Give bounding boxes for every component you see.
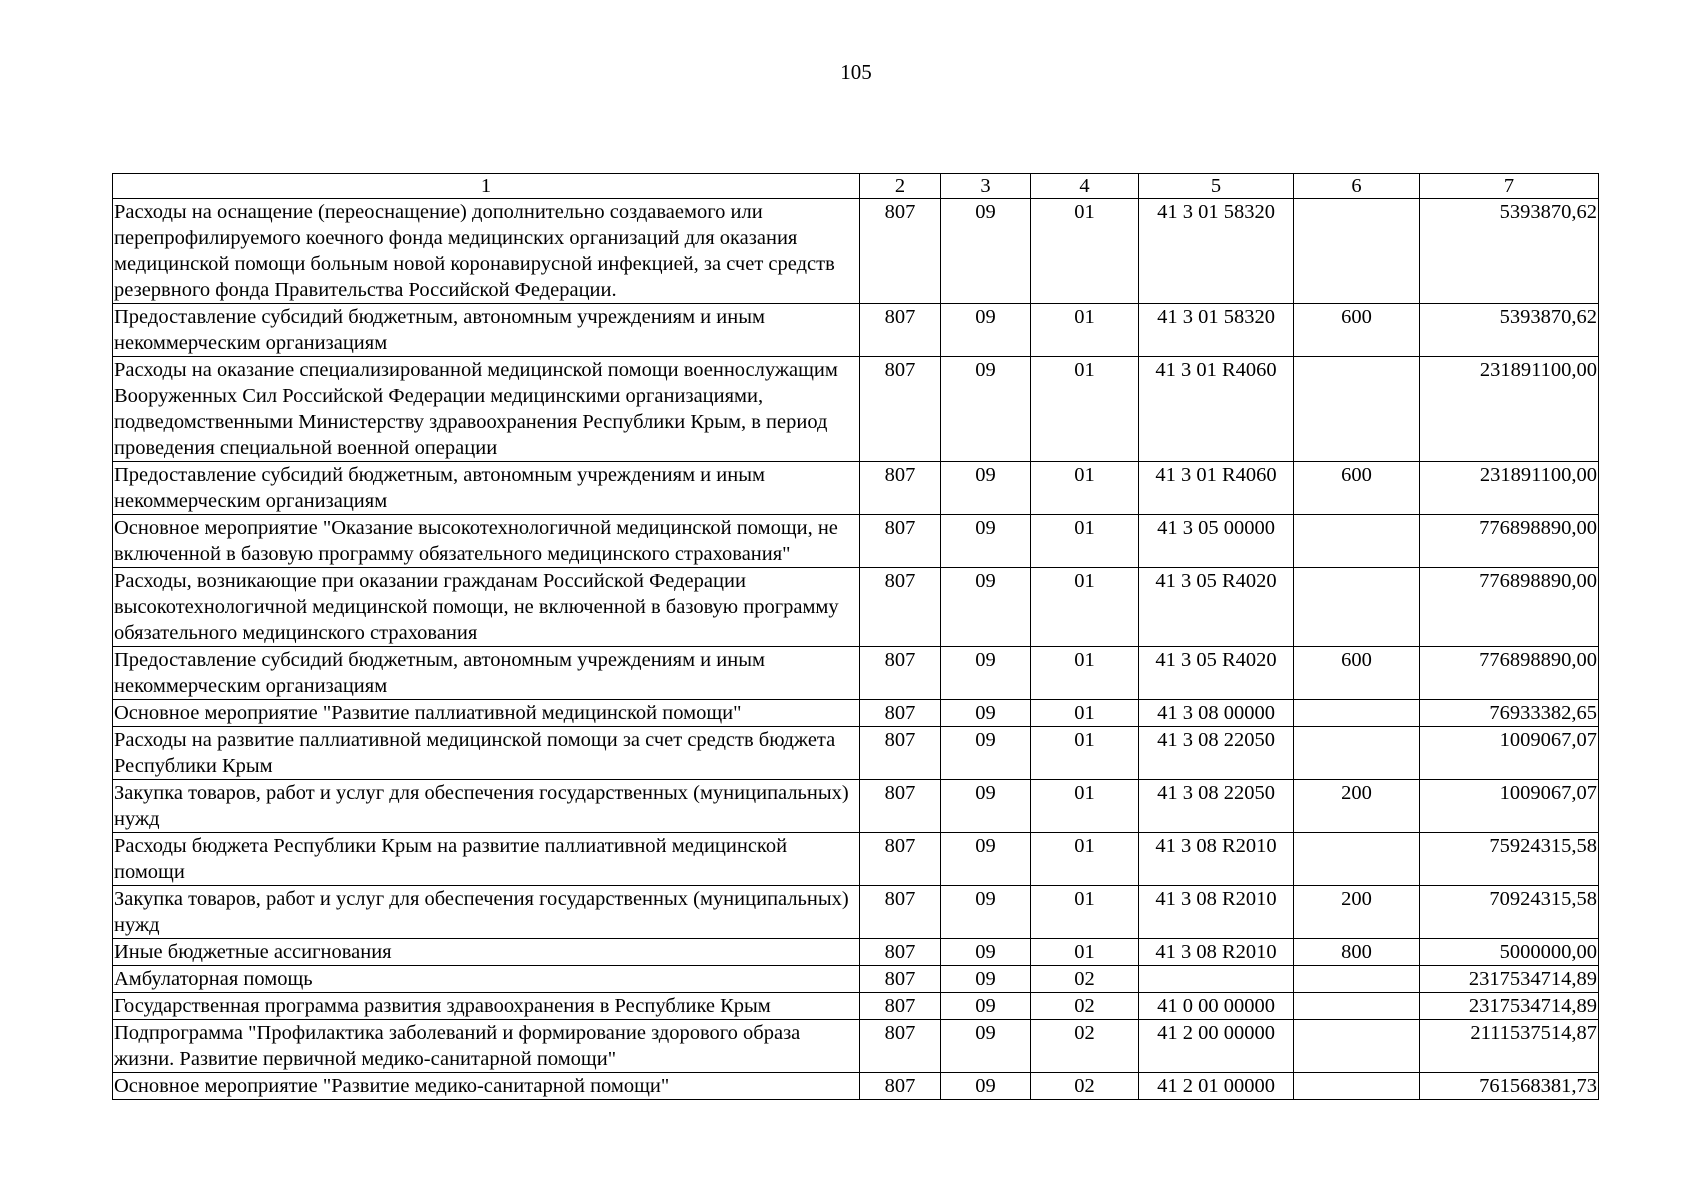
target-article-cell: 41 3 08 R2010 xyxy=(1139,939,1294,966)
ved-code-cell: 807 xyxy=(860,833,941,886)
budget-table xyxy=(112,173,1599,1100)
amount-cell: 2111537514,87 xyxy=(1420,1020,1599,1073)
table-row xyxy=(113,780,1599,833)
section-code-cell: 09 xyxy=(941,1073,1031,1100)
subsection-code-cell: 01 xyxy=(1031,304,1139,357)
ved-code-cell: 807 xyxy=(860,1073,941,1100)
amount-cell: 761568381,73 xyxy=(1420,1073,1599,1100)
target-article-cell: 41 3 01 R4060 xyxy=(1139,357,1294,462)
expense-type-cell: 600 xyxy=(1294,647,1420,700)
ved-code-cell: 807 xyxy=(860,568,941,647)
section-code-cell: 09 xyxy=(941,1020,1031,1073)
target-article-cell: 41 0 00 00000 xyxy=(1139,993,1294,1020)
page-number: 105 xyxy=(840,60,872,84)
section-code-cell: 09 xyxy=(941,700,1031,727)
section-code-cell: 09 xyxy=(941,993,1031,1020)
table-row xyxy=(113,833,1599,886)
target-article-cell: 41 3 05 R4020 xyxy=(1139,568,1294,647)
ved-code-cell: 807 xyxy=(860,304,941,357)
subsection-code-cell: 01 xyxy=(1031,199,1139,304)
expense-type-cell: 800 xyxy=(1294,939,1420,966)
amount-cell: 75924315,58 xyxy=(1420,833,1599,886)
table-row xyxy=(113,199,1599,304)
table-row xyxy=(113,568,1599,647)
expense-type-cell xyxy=(1294,700,1420,727)
section-code-cell: 09 xyxy=(941,966,1031,993)
subsection-code-cell: 01 xyxy=(1031,833,1139,886)
subsection-code-cell: 01 xyxy=(1031,515,1139,568)
section-code-cell: 09 xyxy=(941,515,1031,568)
expense-type-cell xyxy=(1294,833,1420,886)
ved-code-cell: 807 xyxy=(860,357,941,462)
amount-cell: 76933382,65 xyxy=(1420,700,1599,727)
amount-cell: 1009067,07 xyxy=(1420,780,1599,833)
column-header-6: 6 xyxy=(1294,174,1420,199)
expense-type-cell: 200 xyxy=(1294,780,1420,833)
table-row xyxy=(113,1020,1599,1073)
row-name-cell: Расходы бюджета Республики Крым на развитие паллиативной медицинской помощи xyxy=(113,833,860,886)
expense-type-cell: 200 xyxy=(1294,886,1420,939)
expense-type-cell xyxy=(1294,966,1420,993)
table-body xyxy=(113,199,1599,1100)
table-row xyxy=(113,647,1599,700)
amount-cell: 776898890,00 xyxy=(1420,515,1599,568)
table-row xyxy=(113,939,1599,966)
row-name-cell: Закупка товаров, работ и услуг для обеспечения государственных (муниципальных) нужд xyxy=(113,780,860,833)
subsection-code-cell: 01 xyxy=(1031,886,1139,939)
table-row xyxy=(113,1073,1599,1100)
expense-type-cell xyxy=(1294,993,1420,1020)
amount-cell: 70924315,58 xyxy=(1420,886,1599,939)
subsection-code-cell: 02 xyxy=(1031,966,1139,993)
ved-code-cell: 807 xyxy=(860,780,941,833)
ved-code-cell: 807 xyxy=(860,462,941,515)
expense-type-cell xyxy=(1294,515,1420,568)
expense-type-cell xyxy=(1294,568,1420,647)
ved-code-cell: 807 xyxy=(860,515,941,568)
expense-type-cell xyxy=(1294,1073,1420,1100)
row-name-cell: Государственная программа развития здравоохранения в Республике Крым xyxy=(113,993,860,1020)
target-article-cell: 41 3 08 00000 xyxy=(1139,700,1294,727)
subsection-code-cell: 01 xyxy=(1031,780,1139,833)
row-name-cell: Предоставление субсидий бюджетным, автономным учреждениям и иным некоммерческим организациям xyxy=(113,304,860,357)
column-header-4: 4 xyxy=(1031,174,1139,199)
row-name-cell: Амбулаторная помощь xyxy=(113,966,860,993)
section-code-cell: 09 xyxy=(941,939,1031,966)
table-header xyxy=(113,174,1599,199)
column-header-2: 2 xyxy=(860,174,941,199)
section-code-cell: 09 xyxy=(941,647,1031,700)
row-name-cell: Расходы на оснащение (переоснащение) дополнительно создаваемого или перепрофилируемого коечного фонда медицинских организаций для оказания медицинской помощи больным новой коронавирусной инфекцией, за счет средств резервного фонда Правительства Российской Федерации. xyxy=(113,199,860,304)
ved-code-cell: 807 xyxy=(860,199,941,304)
section-code-cell: 09 xyxy=(941,886,1031,939)
subsection-code-cell: 01 xyxy=(1031,357,1139,462)
row-name-cell: Подпрограмма "Профилактика заболеваний и формирование здорового образа жизни. Развитие первичной медико-санитарной помощи" xyxy=(113,1020,860,1073)
ved-code-cell: 807 xyxy=(860,727,941,780)
table-row xyxy=(113,515,1599,568)
section-code-cell: 09 xyxy=(941,304,1031,357)
amount-cell: 5393870,62 xyxy=(1420,304,1599,357)
column-header-5: 5 xyxy=(1139,174,1294,199)
section-code-cell: 09 xyxy=(941,780,1031,833)
amount-cell: 776898890,00 xyxy=(1420,647,1599,700)
amount-cell: 231891100,00 xyxy=(1420,462,1599,515)
subsection-code-cell: 02 xyxy=(1031,993,1139,1020)
row-name-cell: Расходы на оказание специализированной медицинской помощи военнослужащим Вооруженных Сил Российской Федерации медицинскими организациями, подведомственными Министерству здравоохранения Республики Крым, в период проведения специальной военной операции xyxy=(113,357,860,462)
target-article-cell: 41 3 08 22050 xyxy=(1139,727,1294,780)
table-row xyxy=(113,886,1599,939)
expense-type-cell xyxy=(1294,357,1420,462)
row-name-cell: Предоставление субсидий бюджетным, автономным учреждениям и иным некоммерческим организациям xyxy=(113,647,860,700)
amount-cell: 5393870,62 xyxy=(1420,199,1599,304)
target-article-cell: 41 3 08 R2010 xyxy=(1139,886,1294,939)
amount-cell: 1009067,07 xyxy=(1420,727,1599,780)
table-row xyxy=(113,462,1599,515)
subsection-code-cell: 01 xyxy=(1031,939,1139,966)
target-article-cell: 41 3 05 R4020 xyxy=(1139,647,1294,700)
row-name-cell: Иные бюджетные ассигнования xyxy=(113,939,860,966)
subsection-code-cell: 02 xyxy=(1031,1020,1139,1073)
subsection-code-cell: 01 xyxy=(1031,462,1139,515)
target-article-cell: 41 2 01 00000 xyxy=(1139,1073,1294,1100)
section-code-cell: 09 xyxy=(941,199,1031,304)
amount-cell: 2317534714,89 xyxy=(1420,993,1599,1020)
section-code-cell: 09 xyxy=(941,357,1031,462)
expense-type-cell: 600 xyxy=(1294,462,1420,515)
ved-code-cell: 807 xyxy=(860,939,941,966)
expense-type-cell: 600 xyxy=(1294,304,1420,357)
amount-cell: 776898890,00 xyxy=(1420,568,1599,647)
subsection-code-cell: 02 xyxy=(1031,1073,1139,1100)
target-article-cell: 41 2 00 00000 xyxy=(1139,1020,1294,1073)
target-article-cell: 41 3 01 58320 xyxy=(1139,304,1294,357)
expense-type-cell xyxy=(1294,727,1420,780)
ved-code-cell: 807 xyxy=(860,886,941,939)
target-article-cell xyxy=(1139,966,1294,993)
target-article-cell: 41 3 08 22050 xyxy=(1139,780,1294,833)
row-name-cell: Основное мероприятие "Развитие паллиативной медицинской помощи" xyxy=(113,700,860,727)
ved-code-cell: 807 xyxy=(860,1020,941,1073)
ved-code-cell: 807 xyxy=(860,966,941,993)
target-article-cell: 41 3 08 R2010 xyxy=(1139,833,1294,886)
row-name-cell: Основное мероприятие "Оказание высокотехнологичной медицинской помощи, не включенной в базовую программу обязательного медицинского страхования" xyxy=(113,515,860,568)
section-code-cell: 09 xyxy=(941,727,1031,780)
target-article-cell: 41 3 05 00000 xyxy=(1139,515,1294,568)
subsection-code-cell: 01 xyxy=(1031,700,1139,727)
expense-type-cell xyxy=(1294,199,1420,304)
column-header-7: 7 xyxy=(1420,174,1599,199)
subsection-code-cell: 01 xyxy=(1031,647,1139,700)
row-name-cell: Расходы, возникающие при оказании гражданам Российской Федерации высокотехнологичной медицинской помощи, не включенной в базовую программу обязательного медицинского страхования xyxy=(113,568,860,647)
table-row xyxy=(113,966,1599,993)
column-header-3: 3 xyxy=(941,174,1031,199)
section-code-cell: 09 xyxy=(941,568,1031,647)
ved-code-cell: 807 xyxy=(860,993,941,1020)
table-row xyxy=(113,993,1599,1020)
row-name-cell: Предоставление субсидий бюджетным, автономным учреждениям и иным некоммерческим организациям xyxy=(113,462,860,515)
row-name-cell: Расходы на развитие паллиативной медицинской помощи за счет средств бюджета Республики Крым xyxy=(113,727,860,780)
row-name-cell: Закупка товаров, работ и услуг для обеспечения государственных (муниципальных) нужд xyxy=(113,886,860,939)
column-header-1: 1 xyxy=(113,174,860,199)
expense-type-cell xyxy=(1294,1020,1420,1073)
table-row xyxy=(113,700,1599,727)
amount-cell: 231891100,00 xyxy=(1420,357,1599,462)
table-row xyxy=(113,357,1599,462)
table-row xyxy=(113,727,1599,780)
row-name-cell: Основное мероприятие "Развитие медико-санитарной помощи" xyxy=(113,1073,860,1100)
table-row xyxy=(113,304,1599,357)
ved-code-cell: 807 xyxy=(860,647,941,700)
target-article-cell: 41 3 01 58320 xyxy=(1139,199,1294,304)
subsection-code-cell: 01 xyxy=(1031,727,1139,780)
target-article-cell: 41 3 01 R4060 xyxy=(1139,462,1294,515)
section-code-cell: 09 xyxy=(941,833,1031,886)
amount-cell: 2317534714,89 xyxy=(1420,966,1599,993)
section-code-cell: 09 xyxy=(941,462,1031,515)
subsection-code-cell: 01 xyxy=(1031,568,1139,647)
amount-cell: 5000000,00 xyxy=(1420,939,1599,966)
ved-code-cell: 807 xyxy=(860,700,941,727)
header-row xyxy=(113,174,1599,199)
